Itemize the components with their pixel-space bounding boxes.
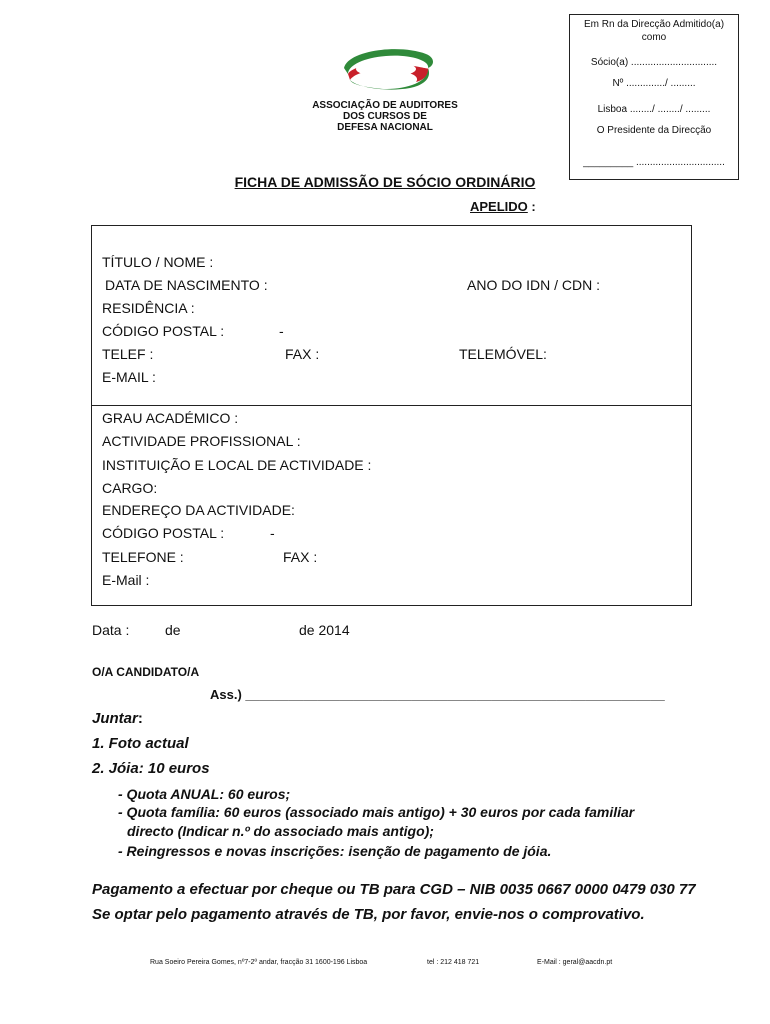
cargo-field[interactable]: CARGO:: [102, 480, 158, 496]
codigo-postal-dash: -: [279, 323, 284, 339]
quota-familia: - Quota família: 60 euros (associado mais antigo) + 30 euros por cada familiar: [118, 804, 635, 820]
email-field[interactable]: E-MAIL :: [102, 369, 156, 385]
prof-codigo-postal-dash: -: [270, 525, 275, 541]
apelido-text: APELIDO: [470, 199, 528, 214]
reingressos-note: - Reingressos e novas inscrições: isenção de pagamento de jóia.: [118, 843, 552, 859]
juntar-text: Juntar: [92, 710, 138, 727]
actividade-profissional-field[interactable]: ACTIVIDADE PROFISSIONAL :: [102, 433, 301, 449]
telef-field[interactable]: TELEF :: [102, 346, 154, 362]
payment-proof-note: Se optar pelo pagamento através de TB, por favor, envie-nos o comprovativo.: [92, 906, 645, 923]
association-name-line2: DOS CURSOS DE: [343, 111, 427, 122]
titulo-nome-field[interactable]: TÍTULO / NOME :: [102, 254, 214, 270]
endereco-actividade-field[interactable]: ENDEREÇO DA ACTIVIDADE:: [102, 502, 295, 518]
prof-codigo-postal-field[interactable]: CÓDIGO POSTAL :: [102, 525, 225, 541]
juntar-item-2: 2. Jóia: 10 euros: [92, 760, 210, 777]
instituicao-field[interactable]: INSTITUIÇÃO E LOCAL DE ACTIVIDADE :: [102, 457, 372, 473]
residencia-field[interactable]: RESIDÊNCIA :: [102, 300, 195, 316]
ano-idn-field[interactable]: ANO DO IDN / CDN :: [467, 277, 601, 293]
signature-line[interactable]: Ass.) __________________________________________________________: [210, 687, 665, 702]
apelido-label: [470, 199, 536, 214]
juntar-item-1: 1. Foto actual: [92, 735, 189, 752]
association-name-line3: DEFESA NACIONAL: [337, 122, 433, 133]
association-logo: [338, 44, 438, 94]
apelido-colon: :: [527, 199, 536, 214]
admin-president-label: O Presidente da Direcção: [596, 125, 712, 136]
data-nascimento-field[interactable]: DATA DE NASCIMENTO :: [105, 277, 268, 293]
admin-header-line1: Em Rn da Direcção Admitido(a): [583, 19, 725, 30]
admin-date-field: Lisboa ......../ ......../ .........: [597, 104, 711, 115]
form-title: FICHA DE ADMISSÃO DE SÓCIO ORDINÁRIO: [234, 174, 536, 190]
footer-tel: tel : 212 418 721: [427, 959, 480, 966]
association-name-line1: ASSOCIAÇÃO DE AUDITORES: [312, 100, 458, 111]
fax-field[interactable]: FAX :: [285, 346, 320, 362]
admission-admin-box: [569, 14, 739, 180]
telemovel-field[interactable]: TELEMÓVEL:: [459, 346, 547, 362]
juntar-heading: [92, 710, 143, 727]
footer-address: Rua Soeiro Pereira Gomes, nº7-2º andar, fracção 31 1600-196 Lisboa: [150, 959, 368, 966]
prof-email-field[interactable]: E-Mail :: [102, 572, 150, 588]
footer-email: E-Mail : geral@aacdn.pt: [537, 959, 613, 966]
telefone-field[interactable]: TELEFONE :: [102, 549, 184, 565]
codigo-postal-field[interactable]: CÓDIGO POSTAL :: [102, 323, 225, 339]
prof-fax-field[interactable]: FAX :: [283, 549, 318, 565]
payment-info: Pagamento a efectuar por cheque ou TB para CGD – NIB 0035 0667 0000 0479 030 77: [92, 881, 696, 898]
date-de-year: de 2014: [299, 622, 350, 638]
admin-number-field: Nº ............../ .........: [612, 78, 696, 89]
juntar-colon: :: [137, 710, 143, 727]
quota-familia-cont: directo (Indicar n.º do associado mais antigo);: [127, 823, 434, 839]
date-label: Data :: [92, 622, 130, 638]
quota-anual: - Quota ANUAL: 60 euros;: [118, 786, 291, 802]
candidato-label: O/A CANDIDATO/A: [92, 665, 200, 679]
admin-signature-line: _________ ................................: [583, 157, 725, 168]
date-de-1: de: [165, 622, 181, 638]
admin-header-line2: como: [641, 32, 667, 43]
grau-academico-field[interactable]: GRAU ACADÉMICO :: [102, 410, 239, 426]
admin-socio-field: Sócio(a) ...............................: [590, 57, 718, 68]
